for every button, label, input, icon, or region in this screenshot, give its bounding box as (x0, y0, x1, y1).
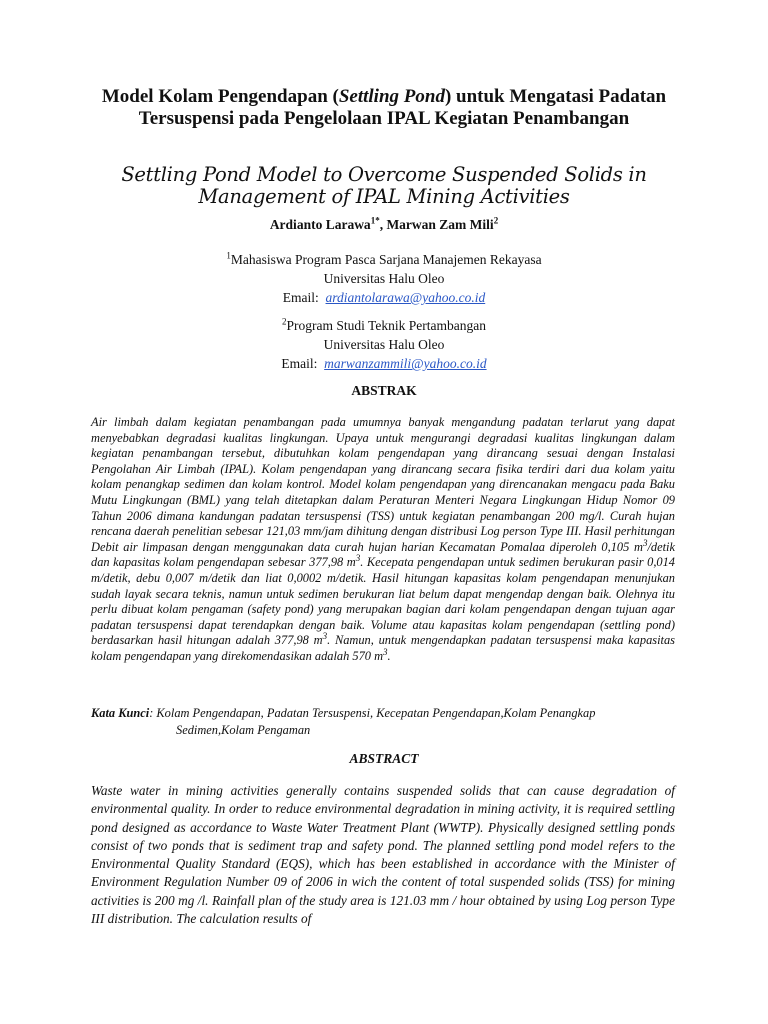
paper-subtitle-english: Settling Pond Model to Overcome Suspended Solids in Management of IPAL Mining Activities (121, 163, 647, 208)
abstrak-text-2: /detik dan kapasitas kolam pengendapan sebesar 377,98 m (91, 539, 675, 570)
abstract-heading: ABSTRACT (349, 751, 419, 766)
author-2: Marwan Zam Mili (386, 217, 494, 232)
author-1: Ardianto Larawa (269, 217, 371, 232)
abstrak-sup-4: 3 (383, 646, 388, 657)
affiliation-1-sup: 1 (226, 250, 231, 261)
author-list (60, 217, 708, 233)
author-2-sup: 2 (493, 215, 499, 226)
title-part-1: Model Kolam Pengendapan ( (101, 86, 339, 107)
affiliation-2-sup: 2 (282, 316, 287, 327)
affiliation-1-university: Universitas Halu Oleo (323, 271, 445, 286)
abstrak-sup-1: 3 (642, 537, 648, 548)
keywords-block (91, 705, 691, 739)
affiliation-2-email-label: Email: (281, 356, 318, 371)
author-separator: , (379, 217, 387, 232)
affiliation-1-dept: Mahasiswa Program Pasca Sarjana Manajemen Rekayasa (230, 252, 542, 267)
affiliation-2-university: Universitas Halu Oleo (323, 337, 445, 352)
keywords-line-1: : Kolam Pengendapan, Padatan Tersuspensi, Kecepatan Pengendapan,Kolam Penangkap (149, 706, 596, 720)
author-1-sup: 1* (370, 215, 380, 226)
paper-title (60, 86, 708, 130)
affiliation-1 (100, 250, 668, 307)
affiliation-1-email-label: Email: (282, 290, 319, 305)
keywords-label: Kata Kunci (91, 706, 150, 720)
abstract-body: Waste water in mining activities generally contains suspended solids that can cause degradation of environmental quality. In order to reduce environmental degradation in mining activity, it is required settling pond designed as accordance to Waste Water Treatment Plant (WWTP). Physically designed settling ponds consist of two ponds that is sediment trap and safety pond. The planned settling pond model refers to the Environmental Quality Standard (EQS), which has been established in accordance with the Minister of Environment Regulation Number 09 of 2006 in wich the content of total suspended solids (TSS) for mining activities is 200 mg /l. Rainfall plan of the study area is 121.03 mm / hour obtained by using Log person Type III distribution. The calculation results of (91, 783, 675, 927)
abstrak-text-5: . (387, 648, 391, 663)
title-italic-term: Settling Pond (338, 86, 445, 107)
abstrak-text-1: Air limbah dalam kegiatan penambangan pada umumnya banyak mengandung padatan terlarut yang dapat menyebabkan degradasi kualitas lingkungan. Upaya untuk mengurangi degradasi kualitas lingkungan dalam kegiatan penambangan tersebut, dibutuhkan kolam pengendapan yang dirancang sesuai dengan Instalasi Pengolahan Air Limbah (IPAL). Kolam pengendapan yang dirancang secara fisika terdiri dari dua kolam yaitu kolam penangkap sedimen dan kolam kontrol. Model kolam pengendapan yang direncanakan mengacu pada Baku Mutu Lingkungan (BML) yang telah ditetapkan dalam Peraturan Menteri Negara Lingkungan Hidup Nomor 09 Tahun 2006 dimana kandungan padatan tersuspensi (TSS) untuk kegiatan penambangan 200 mg/l. Curah hujan rencana daerah penelitian sebesar 121,03 mm/jam dihitung dengan distribusi Log person Type III. Hasil perhitungan Debit air limpasan dengan menggunakan data curah hujan harian Kecamatan Pomalaa diperoleh 0,105 m (91, 415, 675, 554)
affiliation-1-email-link[interactable]: ardiantolarawa@yahoo.co.id (325, 290, 486, 305)
affiliation-2 (100, 316, 668, 373)
affiliation-2-email-link[interactable]: marwanzammili@yahoo.co.id (324, 356, 487, 371)
abstrak-text-3: . Kecepata pengendapan untuk sedimen berukuran pasir 0,014 m/detik, debu 0,007 m/detik dan liat 0,0002 m/detik. Hasil hitungan kapasitas kolam pengendapan menunjukan sudah layak secara teknis, namun untuk sedimen berukuran liat belum dapat mengendap dengan baik. Olehnya itu perlu dibuat kolam pengaman (safety pond) yang merupakan bagian dari kolam pengendapan dengan tujuan agar padatan tersuspensi dapat terendapkan dengan baik. Volume atau kapasitas kolam pengendapan (settling pond) berdasarkan hasil hitungan adalah 377,98 m (91, 555, 676, 648)
affiliation-2-dept: Program Studi Teknik Pertambangan (286, 318, 486, 333)
abstrak-sup-2: 3 (355, 553, 361, 564)
title-part-2: ) untuk Mengatasi Padatan Tersuspensi pada Pengelolaan IPAL Kegiatan Penambangan (138, 86, 667, 129)
keywords-line-2: Sedimen,Kolam Pengaman (176, 723, 311, 737)
abstrak-sup-3: 3 (322, 631, 328, 642)
abstrak-body (91, 415, 675, 665)
abstrak-text-4: . Namun, untuk mengendapkan padatan tersuspensi maka kapasitas kolam pengendapan yang direkomendasikan adalah 570 m (91, 633, 675, 663)
abstrak-heading: ABSTRAK (351, 383, 417, 398)
